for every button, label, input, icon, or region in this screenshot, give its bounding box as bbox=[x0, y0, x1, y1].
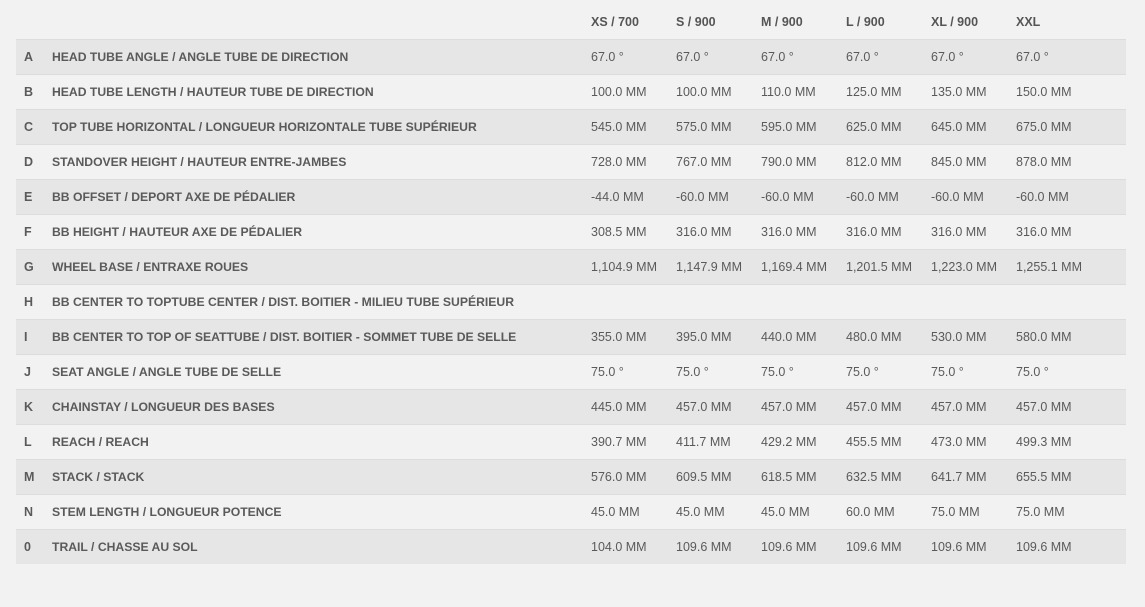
value-cell bbox=[846, 285, 931, 320]
value-cell: 1,255.1 MM bbox=[1016, 250, 1126, 285]
table-row bbox=[16, 75, 1126, 110]
table-row bbox=[16, 250, 1126, 285]
value-cell: -60.0 MM bbox=[676, 180, 761, 215]
value-cell: 878.0 MM bbox=[1016, 145, 1126, 180]
row-label: TRAIL / CHASSE AU SOL bbox=[52, 530, 591, 565]
value-cell: 845.0 MM bbox=[931, 145, 1016, 180]
value-cell bbox=[1016, 285, 1126, 320]
table-row bbox=[16, 40, 1126, 75]
value-cell: 60.0 MM bbox=[846, 495, 931, 530]
value-cell bbox=[931, 285, 1016, 320]
value-cell: 440.0 MM bbox=[761, 320, 846, 355]
value-cell: 100.0 MM bbox=[591, 75, 676, 110]
table-row bbox=[16, 425, 1126, 460]
value-cell: 632.5 MM bbox=[846, 460, 931, 495]
value-cell: 457.0 MM bbox=[931, 390, 1016, 425]
row-label: SEAT ANGLE / ANGLE TUBE DE SELLE bbox=[52, 355, 591, 390]
table-row bbox=[16, 110, 1126, 145]
size-header-s[interactable]: S / 900 bbox=[676, 15, 716, 29]
value-cell: -44.0 MM bbox=[591, 180, 676, 215]
table-row bbox=[16, 355, 1126, 390]
table-row bbox=[16, 390, 1126, 425]
value-cell: 457.0 MM bbox=[761, 390, 846, 425]
geometry-table bbox=[16, 5, 1126, 564]
value-cell: 135.0 MM bbox=[931, 75, 1016, 110]
value-cell: 316.0 MM bbox=[846, 215, 931, 250]
value-cell: 67.0 ° bbox=[591, 40, 676, 75]
value-cell: 75.0 MM bbox=[931, 495, 1016, 530]
table-row bbox=[16, 215, 1126, 250]
row-letter: 0 bbox=[16, 530, 52, 565]
value-cell: 609.5 MM bbox=[676, 460, 761, 495]
value-cell: 1,169.4 MM bbox=[761, 250, 846, 285]
value-cell: 473.0 MM bbox=[931, 425, 1016, 460]
value-cell: 355.0 MM bbox=[591, 320, 676, 355]
row-letter: I bbox=[16, 320, 52, 355]
value-cell: 457.0 MM bbox=[846, 390, 931, 425]
table-row bbox=[16, 180, 1126, 215]
row-letter: M bbox=[16, 460, 52, 495]
value-cell: 109.6 MM bbox=[931, 530, 1016, 565]
value-cell: 75.0 ° bbox=[931, 355, 1016, 390]
value-cell: 67.0 ° bbox=[846, 40, 931, 75]
row-label: STANDOVER HEIGHT / HAUTEUR ENTRE-JAMBES bbox=[52, 145, 591, 180]
row-letter: D bbox=[16, 145, 52, 180]
value-cell: 45.0 MM bbox=[591, 495, 676, 530]
value-cell: 728.0 MM bbox=[591, 145, 676, 180]
value-cell: 1,201.5 MM bbox=[846, 250, 931, 285]
row-letter: F bbox=[16, 215, 52, 250]
size-header-m[interactable]: M / 900 bbox=[761, 15, 803, 29]
value-cell: 1,104.9 MM bbox=[591, 250, 676, 285]
value-cell: 308.5 MM bbox=[591, 215, 676, 250]
row-letter: B bbox=[16, 75, 52, 110]
value-cell: 767.0 MM bbox=[676, 145, 761, 180]
table-body bbox=[16, 40, 1126, 565]
value-cell: 580.0 MM bbox=[1016, 320, 1126, 355]
table-row bbox=[16, 145, 1126, 180]
table-row bbox=[16, 285, 1126, 320]
row-letter: L bbox=[16, 425, 52, 460]
value-cell: 390.7 MM bbox=[591, 425, 676, 460]
value-cell: 595.0 MM bbox=[761, 110, 846, 145]
value-cell: 110.0 MM bbox=[761, 75, 846, 110]
value-cell: 575.0 MM bbox=[676, 110, 761, 145]
value-cell: -60.0 MM bbox=[1016, 180, 1126, 215]
value-cell: 67.0 ° bbox=[1016, 40, 1126, 75]
row-label: CHAINSTAY / LONGUEUR DES BASES bbox=[52, 390, 591, 425]
value-cell: 618.5 MM bbox=[761, 460, 846, 495]
table-row bbox=[16, 495, 1126, 530]
value-cell: 109.6 MM bbox=[676, 530, 761, 565]
value-cell: 45.0 MM bbox=[761, 495, 846, 530]
value-cell: 1,147.9 MM bbox=[676, 250, 761, 285]
row-label: BB CENTER TO TOP OF SEATTUBE / DIST. BOITIER - SOMMET TUBE DE SELLE bbox=[52, 320, 591, 355]
size-header-l[interactable]: L / 900 bbox=[846, 15, 885, 29]
row-label: WHEEL BASE / ENTRAXE ROUES bbox=[52, 250, 591, 285]
value-cell: -60.0 MM bbox=[761, 180, 846, 215]
value-cell: 457.0 MM bbox=[676, 390, 761, 425]
row-label: TOP TUBE HORIZONTAL / LONGUEUR HORIZONTALE TUBE SUPÉRIEUR bbox=[52, 110, 591, 145]
value-cell: 645.0 MM bbox=[931, 110, 1016, 145]
row-label: BB HEIGHT / HAUTEUR AXE DE PÉDALIER bbox=[52, 215, 591, 250]
value-cell: 316.0 MM bbox=[676, 215, 761, 250]
value-cell: 545.0 MM bbox=[591, 110, 676, 145]
value-cell: 429.2 MM bbox=[761, 425, 846, 460]
value-cell bbox=[676, 285, 761, 320]
row-letter: J bbox=[16, 355, 52, 390]
header-letter-cell bbox=[16, 5, 52, 40]
row-label: BB CENTER TO TOPTUBE CENTER / DIST. BOITIER - MILIEU TUBE SUPÉRIEUR bbox=[52, 285, 591, 320]
value-cell: 499.3 MM bbox=[1016, 425, 1126, 460]
value-cell bbox=[591, 285, 676, 320]
value-cell: 109.6 MM bbox=[1016, 530, 1126, 565]
value-cell: 480.0 MM bbox=[846, 320, 931, 355]
value-cell: 67.0 ° bbox=[931, 40, 1016, 75]
value-cell: 576.0 MM bbox=[591, 460, 676, 495]
value-cell: 67.0 ° bbox=[676, 40, 761, 75]
value-cell: 100.0 MM bbox=[676, 75, 761, 110]
value-cell: 109.6 MM bbox=[761, 530, 846, 565]
value-cell: 75.0 ° bbox=[761, 355, 846, 390]
value-cell: 641.7 MM bbox=[931, 460, 1016, 495]
row-label: BB OFFSET / DEPORT AXE DE PÉDALIER bbox=[52, 180, 591, 215]
value-cell: 75.0 ° bbox=[591, 355, 676, 390]
value-cell: 75.0 ° bbox=[846, 355, 931, 390]
row-letter: K bbox=[16, 390, 52, 425]
table-row bbox=[16, 530, 1126, 565]
table-row bbox=[16, 320, 1126, 355]
table-header bbox=[16, 5, 1126, 40]
value-cell: 45.0 MM bbox=[676, 495, 761, 530]
value-cell: 455.5 MM bbox=[846, 425, 931, 460]
value-cell: 655.5 MM bbox=[1016, 460, 1126, 495]
value-cell: 395.0 MM bbox=[676, 320, 761, 355]
row-letter: E bbox=[16, 180, 52, 215]
value-cell: 675.0 MM bbox=[1016, 110, 1126, 145]
row-letter: C bbox=[16, 110, 52, 145]
row-label: STACK / STACK bbox=[52, 460, 591, 495]
value-cell: 411.7 MM bbox=[676, 425, 761, 460]
size-header-xl[interactable]: XL / 900 bbox=[931, 15, 979, 29]
size-header-xs[interactable]: XS / 700 bbox=[591, 15, 639, 29]
value-cell: 104.0 MM bbox=[591, 530, 676, 565]
size-header-xxl[interactable]: XXL bbox=[1016, 15, 1041, 29]
value-cell: 1,223.0 MM bbox=[931, 250, 1016, 285]
value-cell: 75.0 ° bbox=[1016, 355, 1126, 390]
value-cell: 67.0 ° bbox=[761, 40, 846, 75]
row-letter: A bbox=[16, 40, 52, 75]
value-cell: 790.0 MM bbox=[761, 145, 846, 180]
value-cell: 457.0 MM bbox=[1016, 390, 1126, 425]
value-cell: 316.0 MM bbox=[761, 215, 846, 250]
value-cell: 109.6 MM bbox=[846, 530, 931, 565]
header-row bbox=[16, 5, 1126, 40]
value-cell: 445.0 MM bbox=[591, 390, 676, 425]
row-label: REACH / REACH bbox=[52, 425, 591, 460]
row-label: HEAD TUBE ANGLE / ANGLE TUBE DE DIRECTION bbox=[52, 40, 591, 75]
row-label: HEAD TUBE LENGTH / HAUTEUR TUBE DE DIRECTION bbox=[52, 75, 591, 110]
row-letter: G bbox=[16, 250, 52, 285]
value-cell: 530.0 MM bbox=[931, 320, 1016, 355]
value-cell: 812.0 MM bbox=[846, 145, 931, 180]
value-cell: -60.0 MM bbox=[931, 180, 1016, 215]
value-cell: 125.0 MM bbox=[846, 75, 931, 110]
value-cell: 316.0 MM bbox=[931, 215, 1016, 250]
table-row bbox=[16, 460, 1126, 495]
row-letter: H bbox=[16, 285, 52, 320]
header-label-cell bbox=[52, 5, 591, 40]
value-cell: 75.0 ° bbox=[676, 355, 761, 390]
row-letter: N bbox=[16, 495, 52, 530]
value-cell: 625.0 MM bbox=[846, 110, 931, 145]
row-label: STEM LENGTH / LONGUEUR POTENCE bbox=[52, 495, 591, 530]
value-cell: -60.0 MM bbox=[846, 180, 931, 215]
value-cell bbox=[761, 285, 846, 320]
value-cell: 75.0 MM bbox=[1016, 495, 1126, 530]
value-cell: 150.0 MM bbox=[1016, 75, 1126, 110]
value-cell: 316.0 MM bbox=[1016, 215, 1126, 250]
